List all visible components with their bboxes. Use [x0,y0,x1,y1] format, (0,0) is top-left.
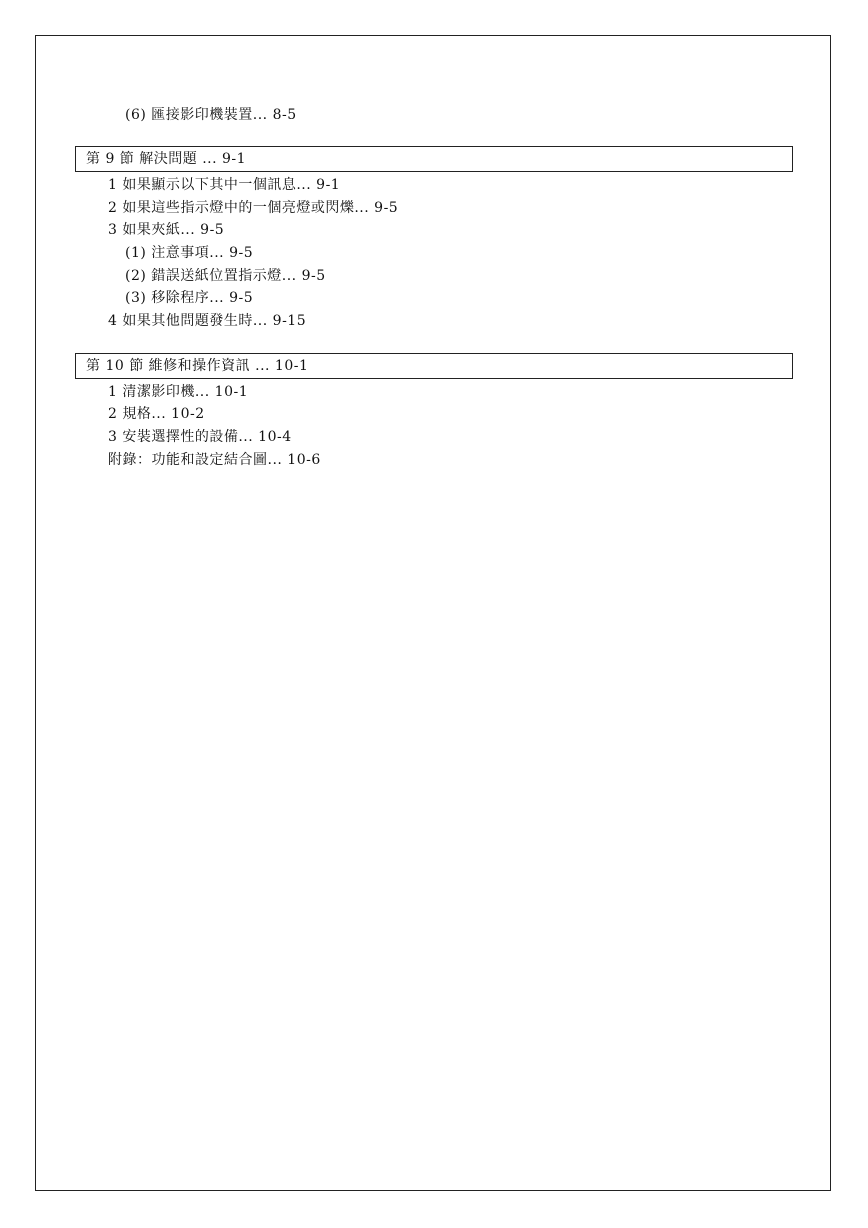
toc-item-9-2: 2 如果這些指示燈中的一個亮燈或閃爍... 9-5 [108,200,399,216]
section-10-header-box [75,353,793,379]
toc-item-9-4: 4 如果其他問題發生時... 9-15 [108,313,307,329]
toc-item-9-3-1: (1) 注意事項... 9-5 [125,245,254,261]
toc-item-9-1: 1 如果顯示以下其中一個訊息... 9-1 [108,177,341,193]
section-9-heading: 第 9 節 解決問題 ... 9-1 [86,151,247,167]
toc-item-10-2: 2 規格... 10-2 [108,406,205,422]
toc-item-9-3-3: (3) 移除程序... 9-5 [125,290,254,306]
toc-item-10-3: 3 安裝選擇性的設備... 10-4 [108,429,292,445]
section-9-header-box [75,146,793,172]
toc-item-10-1: 1 清潔影印機... 10-1 [108,384,249,400]
toc-item-copier-linking: (6) 匯接影印機裝置... 8-5 [125,107,297,123]
toc-item-appendix: 附錄：功能和設定結合圖... 10-6 [108,452,321,468]
toc-item-9-3: 3 如果夾紙... 9-5 [108,222,225,238]
section-10-heading: 第 10 節 維修和操作資訊 ... 10-1 [86,358,309,374]
toc-item-9-3-2: (2) 錯誤送紙位置指示燈... 9-5 [125,268,326,284]
